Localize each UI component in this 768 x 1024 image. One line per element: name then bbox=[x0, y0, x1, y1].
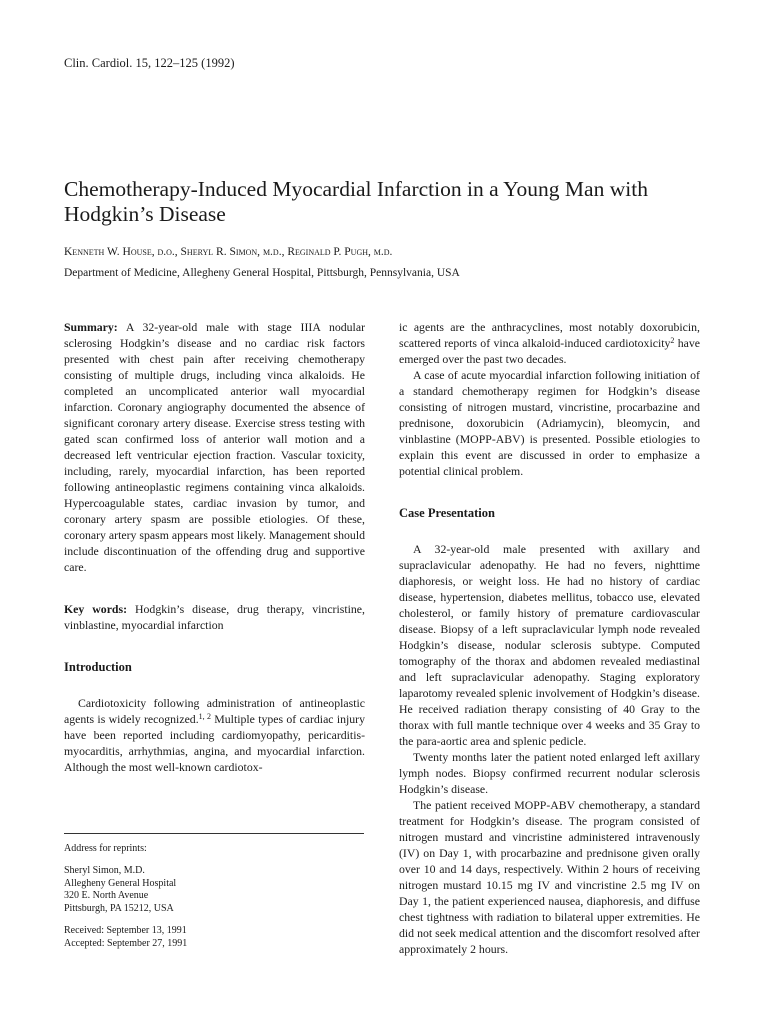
introduction-paragraph: A case of acute myocardial infarction following initiation of a standard chemotherapy regimen for Hodgkin’s disease consisting of nitrogen mustard, vincristine, procarbazine and prednisone, doxorubicin (Adriamycin), bleomycin, and vinblastine (MOPP-ABV) is presented. Possible etiologies to explain this event are discussed in order to emphasize a potential clinical problem. bbox=[399, 368, 700, 478]
case-paragraph: A 32-year-old male presented with axillary and supraclavicular adenopathy. He had no fevers, nighttime diaphoresis, or weight loss. He had no history of cardiac disease, hypertension, diabetes mellitus, tobacco use, elevated cholesterol, or family history of premature cardiovascular disease. Biopsy of a left supraclavicular lymph node revealed Hodgkin’s disease, nodular sclerosis subtype. Computed tomography of the thorax and abdomen revealed mediastinal and left supraclavicular adenopathy. Staging exploratory laparotomy revealed splenic involvement of Hodgkin’s disease. He received radiation therapy consisting of 40 Gray to the thorax with full mantle technique over 4 weeks and 35 Gray to the para-aortic area and splenic pedicle. bbox=[399, 542, 700, 748]
keywords-label: Key words: bbox=[64, 602, 128, 616]
citation-superscript: 2 bbox=[670, 336, 675, 345]
intro-text: Cardiotoxicity following administration of antineoplastic agents is widely recognized. bbox=[64, 696, 365, 726]
affiliation: Department of Medicine, Allegheny General Hospital, Pittsburgh, Pennsylvania, USA bbox=[64, 267, 460, 279]
received-date: Received: September 13, 1991 bbox=[64, 925, 187, 936]
address-line: Pittsburgh, PA 15212, USA bbox=[64, 902, 174, 914]
summary-text: A 32-year-old male with stage IIIA nodular sclerosing Hodgkin’s disease and no cardiac risk factors presented with chest pain after receiving chemotherapy consisting of multiple drugs, including vinca alkaloids. He completed an uncomplicated anterior wall myocardial infarction. Coronary angiography documented the absence of significant coronary artery disease. Exercise stress testing with gated scan confirmed loss of anterior wall motion and a decreased left ventricular ejection fraction. Vascular toxicity, including, rarely, myocardial infarction, has been reported following antineoplastic regimens containing vinca alkaloids. Hypercoagulable states, cardiac invasion by tumor, and coronary artery spasm are possible etiologies. Of these, coronary artery spasm appears most likely. Management should include discontinuation of the offending drug and supportive care. bbox=[64, 320, 365, 574]
author-name: Reginald P. Pugh, bbox=[287, 246, 371, 258]
reprint-address-label: Address for reprints: bbox=[64, 843, 147, 854]
citation-superscript: 1, 2 bbox=[198, 712, 211, 721]
article-title: Chemotherapy-Induced Myocardial Infarction in a Young Man with Hodgkin’s Disease bbox=[64, 177, 648, 226]
summary-paragraph bbox=[64, 319, 365, 575]
intro-continued-text: ic agents are the anthracyclines, most notably doxorubicin, scattered reports of vinca alkaloid-induced cardiotoxicity bbox=[399, 320, 700, 350]
accepted-date: Accepted: September 27, 1991 bbox=[64, 937, 188, 949]
keywords-text: Hodgkin’s disease, drug therapy, vincristine, vinblastine, myocardial infarction bbox=[64, 602, 365, 632]
keywords-paragraph bbox=[64, 601, 365, 633]
reprint-address bbox=[64, 865, 364, 915]
author-degree: m.d., bbox=[260, 246, 288, 258]
case-presentation-heading: Case Presentation bbox=[399, 506, 495, 520]
summary-label: Summary: bbox=[64, 320, 118, 334]
introduction-paragraph-continued bbox=[399, 319, 700, 367]
journal-citation: Clin. Cardiol. 15, 122–125 (1992) bbox=[64, 56, 235, 70]
left-column bbox=[64, 319, 365, 775]
right-column bbox=[399, 319, 700, 957]
address-line: Allegheny General Hospital bbox=[64, 877, 177, 889]
case-paragraph: Twenty months later the patient noted enlarged left axillary lymph nodes. Biopsy confirmed recurrent nodular sclerosis Hodgkin’s disease. bbox=[399, 750, 700, 796]
case-paragraph: The patient received MOPP-ABV chemotherapy, a standard treatment for Hodgkin’s disease. The program consisted of nitrogen mustard and vincristine administered intravenously (IV) on Day 1, with procarbazine and prednisone given orally over 10 and 14 days, respectively. Within 2 hours of receiving nitrogen mustard 10.15 mg IV and vincristine 2.5 mg IV on Day 1, the patient experienced nausea, diaphoresis, and diffuse chest tightness with radiation to bilateral upper extremities. He did not seek medical attention and the discomfort resolved after approximately 2 hours. bbox=[399, 798, 700, 956]
footnote-divider bbox=[64, 833, 364, 834]
introduction-heading: Introduction bbox=[64, 660, 132, 674]
intro-text: Multiple types of cardiac injury have been reported including cardiomyopathy, pericarditis-myocarditis, arrhythmias, angina, and myocardial infarction. Although the most well-known cardiotox- bbox=[64, 712, 366, 774]
author-name: Kenneth W. House, bbox=[64, 246, 155, 258]
intro-text: have emerged over the past two decades. bbox=[399, 336, 700, 366]
author-list bbox=[64, 246, 392, 258]
article-dates bbox=[64, 925, 364, 950]
author-degree: m.d. bbox=[370, 246, 393, 258]
address-line: Sheryl Simon, M.D. bbox=[64, 865, 145, 876]
author-degree: d.o., bbox=[154, 246, 181, 258]
author-name: Sheryl R. Simon, bbox=[180, 246, 261, 258]
introduction-paragraph bbox=[64, 695, 365, 775]
address-line: 320 E. North Avenue bbox=[64, 890, 149, 901]
